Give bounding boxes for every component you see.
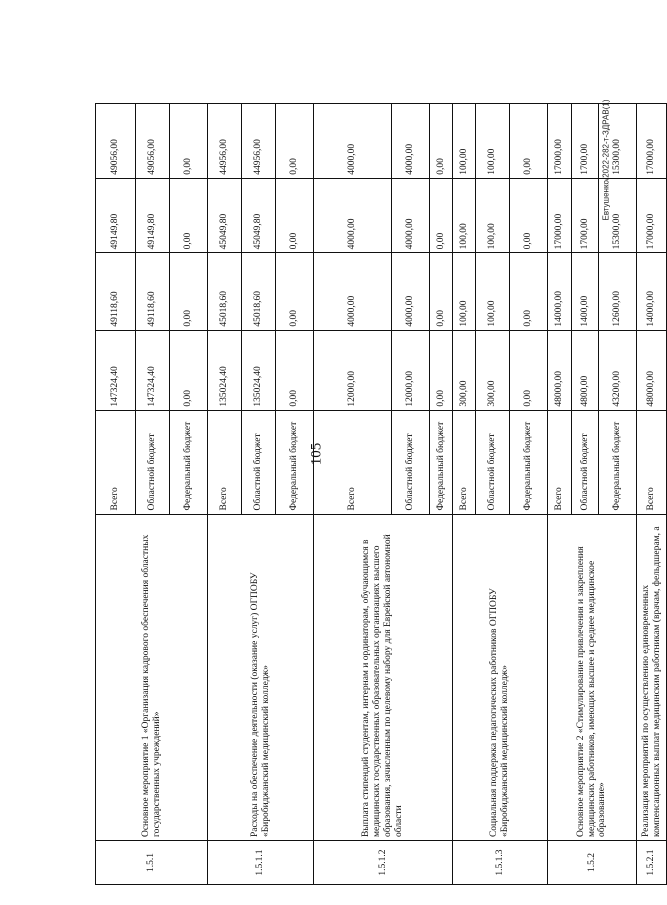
amount-cell: 0,00 (170, 178, 208, 253)
amount-cell: 17000,00 (548, 104, 572, 179)
amount-cell: 147324,40 (136, 330, 170, 410)
amount-cell: 0,00 (170, 330, 208, 410)
amount-cell: 15300,00 (599, 104, 637, 179)
amount-cell: 48000,00 (548, 330, 572, 410)
amount-cell: 15300,00 (599, 178, 637, 253)
funding-source-cell: Федеральный бюджет (599, 410, 637, 514)
amount-cell: 135024,40 (208, 330, 242, 410)
amount-cell: 49149,80 (96, 178, 136, 253)
amount-cell: 100,00 (476, 178, 510, 253)
amount-cell: 300,00 (476, 330, 510, 410)
table-row (314, 104, 392, 885)
amount-cell: 0,00 (510, 178, 548, 253)
amount-cell: 17000,00 (637, 104, 667, 179)
budget-table-body (96, 104, 667, 885)
amount-cell: 12000,00 (314, 330, 392, 410)
item-number-cell: 1.5.2 (548, 841, 637, 885)
funding-source-cell: Федеральный бюджет (170, 410, 208, 514)
item-number-cell: 1.5.1.2 (314, 841, 453, 885)
amount-cell: 0,00 (430, 104, 453, 179)
amount-cell: 12000,00 (392, 330, 430, 410)
amount-cell: 48000,00 (637, 330, 667, 410)
amount-cell: 49056,00 (136, 104, 170, 179)
funding-source-cell: Областной бюджет (136, 410, 170, 514)
amount-cell: 12600,00 (599, 253, 637, 330)
amount-cell: 4000,00 (392, 178, 430, 253)
amount-cell: 43200,00 (599, 330, 637, 410)
funding-source-cell: Всего (548, 410, 572, 514)
amount-cell: 100,00 (476, 104, 510, 179)
amount-cell: 0,00 (170, 253, 208, 330)
amount-cell: 14000,00 (548, 253, 572, 330)
amount-cell: 0,00 (276, 104, 314, 179)
amount-cell: 45049,80 (208, 178, 242, 253)
amount-cell: 0,00 (276, 330, 314, 410)
amount-cell: 300,00 (453, 330, 476, 410)
amount-cell: 49056,00 (96, 104, 136, 179)
funding-source-cell: Федеральный бюджет (276, 410, 314, 514)
amount-cell: 0,00 (430, 253, 453, 330)
funding-source-cell: Всего (96, 410, 136, 514)
item-number-cell: 1.5.1.3 (453, 841, 548, 885)
amount-cell: 100,00 (453, 104, 476, 179)
amount-cell: 1400,00 (572, 253, 599, 330)
funding-source-cell: Всего (637, 410, 667, 514)
amount-cell: 44956,00 (242, 104, 276, 179)
funding-source-cell: Всего (314, 410, 392, 514)
amount-cell: 1700,00 (572, 104, 599, 179)
item-name-cell: Социальная поддержка педагогических работников ОГПОБУ «Биробиджанский медицинский колледж» (453, 514, 548, 841)
funding-source-cell: Областной бюджет (392, 410, 430, 514)
amount-cell: 44956,00 (208, 104, 242, 179)
amount-cell: 49118,60 (96, 253, 136, 330)
item-number-cell: 1.5.1 (96, 841, 208, 885)
budget-table (95, 103, 667, 885)
amount-cell: 0,00 (510, 253, 548, 330)
funding-source-cell: Всего (208, 410, 242, 514)
amount-cell: 0,00 (510, 330, 548, 410)
amount-cell: 100,00 (453, 178, 476, 253)
document-id: Евтушенко/2022-282-т-ЗДРАВ(1) (601, 99, 611, 221)
funding-source-cell: Областной бюджет (242, 410, 276, 514)
amount-cell: 4800,00 (572, 330, 599, 410)
amount-cell: 4000,00 (392, 104, 430, 179)
item-name-cell: Основное мероприятие 2 «Стимулирование привлечения и закрепления медицинских работников, имеющих высшее и среднее медицинское образование» (548, 514, 637, 841)
amount-cell: 135024,40 (242, 330, 276, 410)
item-name-cell: Основное мероприятие 1 «Организация кадрового обеспечения областных государственных учреждений» (96, 514, 208, 841)
funding-source-cell: Областной бюджет (476, 410, 510, 514)
amount-cell: 49118,60 (136, 253, 170, 330)
amount-cell: 100,00 (453, 253, 476, 330)
item-number-cell: 1.5.1.1 (208, 841, 314, 885)
funding-source-cell: Областной бюджет (572, 410, 599, 514)
amount-cell: 17000,00 (637, 178, 667, 253)
amount-cell: 45018,60 (242, 253, 276, 330)
table-row (208, 104, 242, 885)
table-row (96, 104, 136, 885)
amount-cell: 1700,00 (572, 178, 599, 253)
amount-cell: 0,00 (170, 104, 208, 179)
amount-cell: 0,00 (430, 178, 453, 253)
amount-cell: 0,00 (276, 253, 314, 330)
amount-cell: 0,00 (510, 104, 548, 179)
amount-cell: 147324,40 (96, 330, 136, 410)
amount-cell: 4000,00 (392, 253, 430, 330)
amount-cell: 4000,00 (314, 104, 392, 179)
item-name-cell: Выплата стипендий студентам, интернам и ординаторам, обучающимся в медицинских государственных образовательных организациях высшего образования, зачисленным по целевому набору для Еврейской автономной области (314, 514, 453, 841)
table-row (548, 104, 572, 885)
funding-source-cell: Федеральный бюджет (510, 410, 548, 514)
amount-cell: 4000,00 (314, 178, 392, 253)
funding-source-cell: Всего (453, 410, 476, 514)
item-number-cell: 1.5.2.1 (637, 841, 667, 885)
amount-cell: 14000,00 (637, 253, 667, 330)
amount-cell: 100,00 (476, 253, 510, 330)
item-name-cell: Реализация мероприятий по осуществлению единовременных компенсационных выплат медицинским работникам (врачам, фельдшерам, а (637, 514, 667, 841)
amount-cell: 0,00 (430, 330, 453, 410)
amount-cell: 4000,00 (314, 253, 392, 330)
amount-cell: 17000,00 (548, 178, 572, 253)
amount-cell: 45018,60 (208, 253, 242, 330)
amount-cell: 45049,80 (242, 178, 276, 253)
amount-cell: 49149,80 (136, 178, 170, 253)
funding-source-cell: Федеральный бюджет (430, 410, 453, 514)
amount-cell: 0,00 (276, 178, 314, 253)
item-name-cell: Расходы на обеспечение деятельности (оказание услуг) ОГПОБУ «Биробиджанский медицинский колледж» (208, 514, 314, 841)
page-number: 105 (308, 442, 325, 466)
table-row (637, 104, 667, 885)
table-row (453, 104, 476, 885)
